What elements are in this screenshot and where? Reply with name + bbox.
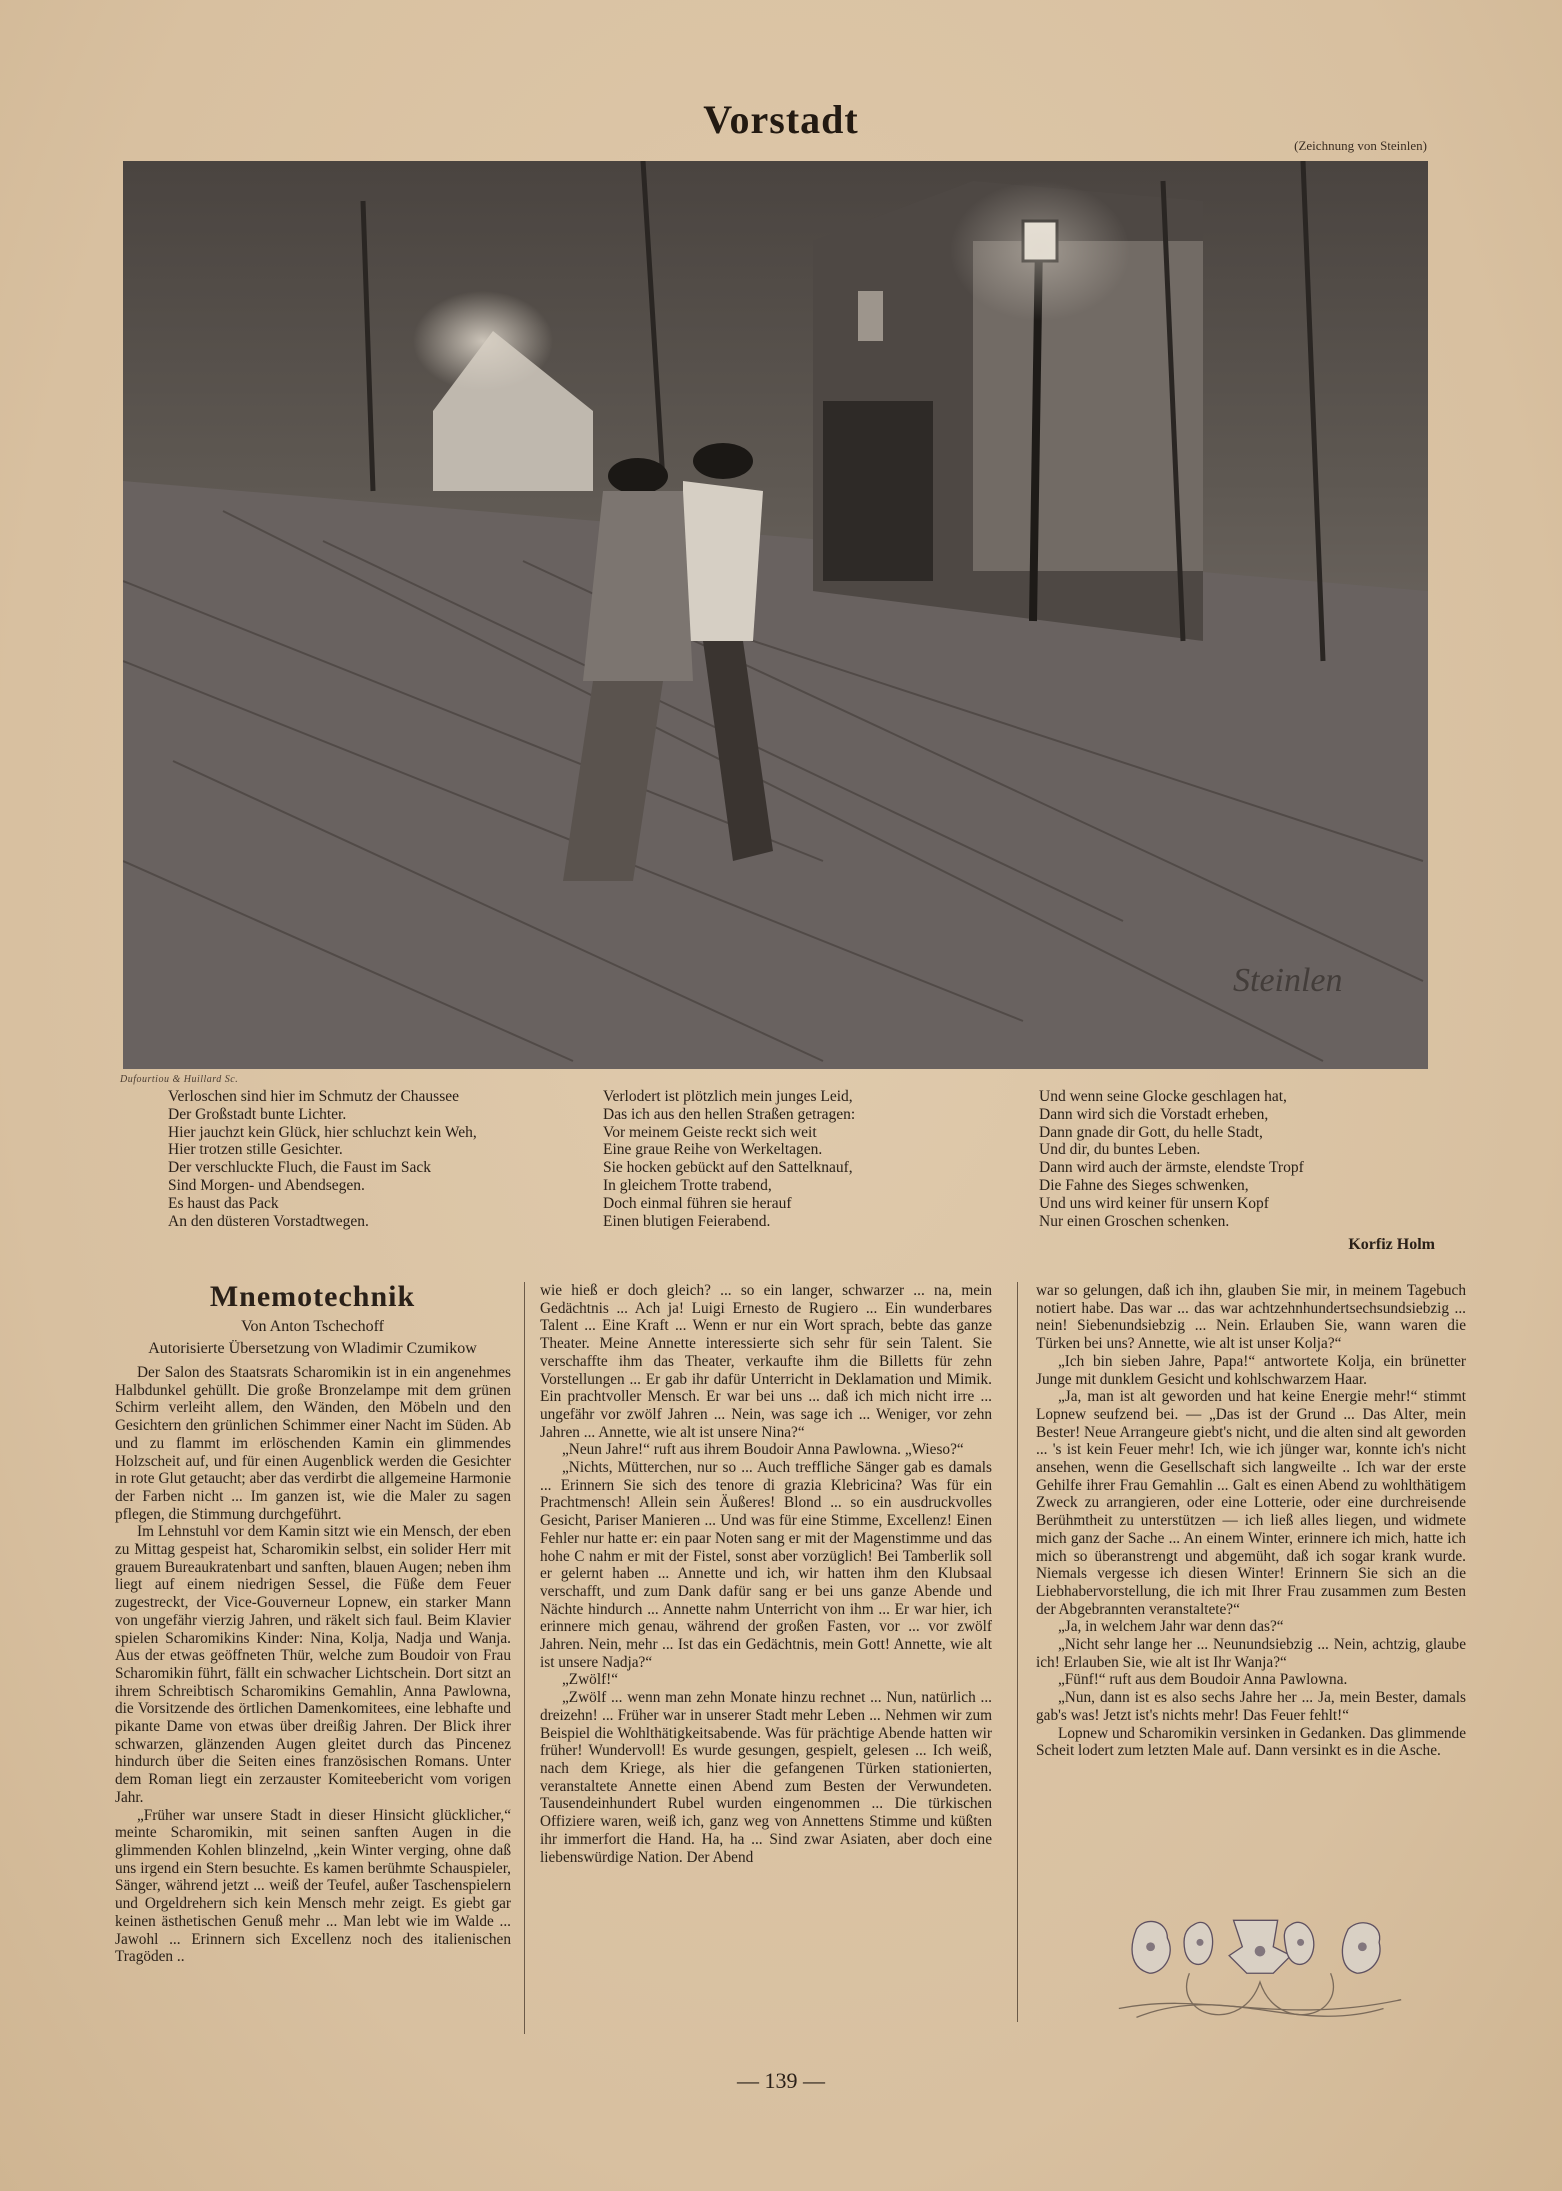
- paragraph: „Ich bin sieben Jahre, Papa!“ antwortete Kolja, ein brünetter Junge mit dunklem Gesicht und kohlschwarzem Haar.: [1036, 1352, 1466, 1388]
- column-divider: [524, 1282, 525, 2034]
- poem-stanza-2: [603, 1088, 855, 1230]
- poem-line: Hier jauchzt kein Glück, hier schluchzt kein Weh,: [168, 1123, 477, 1141]
- paragraph: „Fünf!“ ruft aus dem Boudoir Anna Pawlowna.: [1058, 1671, 1348, 1689]
- poem-line: Sind Morgen- und Abendsegen.: [168, 1176, 365, 1194]
- story-column-3: [1036, 1282, 1466, 1760]
- paragraph: „Ja, in welchem Jahr war denn das?“: [1058, 1618, 1284, 1636]
- poem-line: Dann wird sich die Vorstadt erheben,: [1039, 1105, 1269, 1123]
- page-number: — 139 —: [737, 2068, 825, 2093]
- poem-line: Eine graue Reihe von Werkeltagen.: [603, 1141, 823, 1159]
- poem-stanza-1: [168, 1088, 477, 1230]
- paragraph: war so gelungen, daß ich ihn, glauben Sie mir, in meinem Tagebuch notiert habe. Das war ... das war achtzehnhundertsechsundsiebzig ... nein! Siebenundsiebzig ... Nein. Erlauben Sie, wann waren die Türken bei uns? Annette, wie alt ist unser Kolja?“: [1036, 1282, 1466, 1353]
- paragraph: wie hieß er doch gleich? ... so ein langer, schwarzer ... na, mein Gedächtnis ... Ach ja! Luigi Ernesto de Rugiero ... Ein wunderbares Talent ... Eine Kraft ... Wenn er nur ein Wort sprach, bebte das ganze Theater. Meine Annette interessierte sich sehr für sein Talent. Sie verschaffte ihm das Theater, verkaufte ihm die Billetts für zehn Vorstellungen ... Er gab ihr dafür Unterricht in Deklamation und Mimik. Ein prachtvoller Mensch. Er war bei uns ... daß ich mich nicht irre ... ungefähr vor zwölf Jahren ... Nein, was sage ich ... Weniger, vor zehn Jahren ... Annette, wie alt ist unsere Nina?“: [540, 1282, 992, 1441]
- poem-line: Und uns wird keiner für unsern Kopf: [1039, 1194, 1269, 1212]
- story-translator: Autorisierte Übersetzung von Wladimir Czumikow: [148, 1340, 477, 1357]
- story-author: Von Anton Tschechoff: [241, 1318, 384, 1335]
- poem-line: An den düsteren Vorstadtwegen.: [168, 1212, 369, 1230]
- poem-line: Verlodert ist plötzlich mein junges Leid,: [603, 1088, 853, 1105]
- poem-line: Verloschen sind hier im Schmutz der Chaussee: [168, 1088, 459, 1105]
- poem-line: Vor meinem Geiste reckt sich weit: [603, 1123, 817, 1141]
- poem-line: Der verschluckte Fluch, die Faust im Sack: [168, 1159, 432, 1177]
- paragraph: „Ja, man ist alt geworden und hat keine Energie mehr!“ stimmt Lopnew seufzend bei. — „Das ist der Grund ... Das Alter, mein Bester! Neue Arrangeure giebt's nicht, und die alten sind alt geworden ... 's ist kein Feuer mehr! Ich, wie ich jünger war, konnte ich's nicht ansehen, wenn die Gesellschaft sich langweilte .. Ich war der erste Gehilfe ihrer Frau Gemahlin ... Galt es einen Abend zu wohlthätigem Zweck zu arrangieren, oder eine Lotterie, oder eine durchreisende Berühmtheit zu unterstützen — ich ließ alles liegen, und widmete mich ganz der Sache ... An einem Winter, erinnere ich mich, hatte ich mich so überanstrengt und abgemüht, daß ich sogar krank wurde. Niemals vergesse ich diesen Winter! Erinnern Sie sich an die Liebhabervorstellung, die ich mit Ihrer Frau zusammen zum Besten der Abgebrannten veranstaltete?“: [1036, 1388, 1466, 1618]
- paragraph: „Früher war unsere Stadt in dieser Hinsicht glücklicher,“ meinte Scharomikin, mit seinen sanften Augen in die glimmenden Kohlen blinzelnd, „kein Winter verging, ohne daß uns irgend ein Stern besuchte. Es kamen berühmte Schauspieler, Sänger, während jetzt ... weiß der Teufel, außer Taschenspielern und Orgeldrehern sich kein Mensch mehr zeigt. Es giebt gar keinen ästhetischen Genuß mehr ... Man lebt wie im Walde ... Jawohl ... Erinnern sich Excellenz noch des italienischen Tragöden ..: [115, 1806, 511, 1966]
- door: [823, 401, 933, 581]
- house-window: [858, 291, 883, 341]
- poem-line: Einen blutigen Feierabend.: [603, 1212, 771, 1230]
- illustration-vorstadt: [123, 161, 1428, 1069]
- engraver-credit: Dufourtiou & Huillard Sc.: [120, 1074, 239, 1085]
- poem-line: Es haust das Pack: [168, 1194, 279, 1212]
- paragraph: Der Salon des Staatsrats Scharomikin ist in ein angenehmes Halbdunkel gehüllt. Die große Bronzelampe mit dem grünen Schirm verleiht allem, den Wänden, den Möbeln und den Gesichtern den grünlichen Schimmer einer Nacht im Süden. Ab und zu flammt im erlöschenden Kamin ein glimmendes Holzscheit auf, und für einen Augenblick werden die Gesichter in rote Glut getaucht; aber das verdirbt die allgemeine Harmonie der Farben nicht ... Im ganzen ist, wie die Maler zu sagen pflegen, die Stimmung durchgeführt.: [115, 1364, 511, 1523]
- poem-line: Sie hocken gebückt auf den Sattelknauf,: [603, 1159, 853, 1177]
- illustration-title: Vorstadt: [703, 97, 859, 142]
- poem-line: Der Großstadt bunte Lichter.: [168, 1105, 347, 1123]
- violet-ornament: [1100, 1885, 1420, 2035]
- column-divider: [1017, 1282, 1018, 2022]
- artist-signature: Steinlen: [1233, 962, 1343, 999]
- poem-line: Und wenn seine Glocke geschlagen hat,: [1039, 1088, 1287, 1105]
- paragraph: „Zwölf ... wenn man zehn Monate hinzu rechnet ... Nun, natürlich ... dreizehn! ... Früher war in unserer Stadt mehr Leben ... Nehmen wir zum Beispiel die Wohlthätigkeitsabende. Was für prächtige Abende hatten wir früher! Wundervoll! Es wurde gesungen, gespielt, gelesen ... Ich weiß, nach dem Kriege, als hier die gefangenen Türken stationierten, veranstaltete Annette einen Abend zum Besten der Verwundeten. Tausendeinhundert Rubel wurden eingenommen ... Die türkischen Offiziere waren, weiß ich, ganz weg von Annettens Stimme und küßten ihr immerfort die Hand. Ha, ha ... Sind zwar Asiaten, aber doch eine liebenswürdige Nation. Der Abend: [540, 1689, 992, 1866]
- paragraph: „Zwölf!“: [562, 1671, 619, 1689]
- paragraph: Im Lehnstuhl vor dem Kamin sitzt wie ein Mensch, der eben zu Mittag gespeist hat, Scharomikin selbst, ein solider Herr mit grauem Bureaukratenbart und sanften, blauen Augen; neben ihm liegt auf einem niedrigen Sessel, die Füße dem Feuer zugestreckt, der Vice-Gouverneur Lopnew, ein starker Mann von ungefähr vierzig Jahren, und räkelt sich faul. Beim Klavier spielen Scharomikins Kinder: Nina, Kolja, Nadja und Wanja. Aus der etwas geöffneten Thür, welche zum Boudoir von Frau Scharomikin führt, fällt ein schwacher Lichtschein. Dort sitzt an ihrem Schreibtisch Scharomikins Gemahlin, Anna Pawlowna, die Vorsitzende des örtlichen Damenkomitees, eine lebhafte und pikante Dame von etwas über dreißig Jahren. Der Blick ihrer schwarzen, glänzenden Augen gleitet durch das Pincenez hindurch über die Seiten eines französischen Romans. Unter dem Roman liegt ein zerzauster Komiteebericht vom vorigen Jahr.: [115, 1523, 511, 1806]
- lamp-glow-right: [950, 181, 1130, 321]
- paragraph: „Neun Jahre!“ ruft aus ihrem Boudoir Anna Pawlowna. „Wieso?“: [562, 1441, 964, 1459]
- poem-line: Und dir, du buntes Leben.: [1039, 1141, 1201, 1159]
- poem-line: Das ich aus den hellen Straßen getragen:: [603, 1105, 856, 1123]
- poem-line: In gleichem Trotte trabend,: [603, 1176, 772, 1194]
- story-column-1: [115, 1364, 511, 1966]
- lamp-glow-left: [413, 291, 553, 391]
- poem-line: Dann wird auch der ärmste, elendste Tropf: [1039, 1159, 1304, 1177]
- poem-line: Hier trotzen stille Gesichter.: [168, 1141, 343, 1159]
- poem-line: Doch einmal führen sie herauf: [603, 1194, 792, 1212]
- paragraph: „Nun, dann ist es also sechs Jahre her ... Ja, mein Bester, damals gab's was! Jetzt ist's nichts mehr! Das Feuer fehlt!“: [1036, 1689, 1466, 1724]
- illustration-caption: (Zeichnung von Steinlen): [1294, 138, 1427, 153]
- poem-author: Korfiz Holm: [1348, 1236, 1435, 1253]
- paragraph: „Nichts, Mütterchen, nur so ... Auch treffliche Sänger gab es damals ... Erinnern Sie sich des tenore di grazia Klebricina? Was für ein Prachtmensch! Allein sein Äußeres! Blond ... so ein ausdruckvolles Gesicht, Pariser Manieren ... Und was für eine Stimme, Excellenz! Einen Fehler nur hatte er: ein paar Noten sang er mit der Magenstimme und das hohe C nahm er mit der Fistel, sonst aber vorzüglich! Bei Tamberlik soll er gelernt haben ... Annette und ich, wir hatten ihm den Klubsaal verschafft, und zum Dank dafür sang er bei uns ganze Abende und Nächte hindurch ... Annette nahm Unterricht von ihm ... Er war hier, ich erinnere mich genau, während der großen Fasten, vor ... vor zwölf Jahren. Nein, mehr ... Ist das ein Gedächtnis, mein Gott! Annette, wie alt ist unsere Nadja?“: [540, 1459, 992, 1671]
- paragraph: „Nicht sehr lange her ... Neunundsiebzig ... Nein, achtzig, glaube ich! Erlauben Sie, wie alt ist Ihr Wanja?“: [1036, 1636, 1466, 1671]
- poem-line: Nur einen Groschen schenken.: [1039, 1212, 1230, 1230]
- poem-line: Die Fahne des Sieges schwenken,: [1039, 1176, 1249, 1194]
- story-title: Mnemotechnik: [209, 1280, 416, 1313]
- poem-stanza-3: [1039, 1088, 1304, 1230]
- paragraph: Lopnew und Scharomikin versinken in Gedanken. Das glimmende Scheit lodert zum letzten Male auf. Dann versinkt es in die Asche.: [1036, 1724, 1466, 1760]
- poem-line: Dann gnade dir Gott, du helle Stadt,: [1039, 1123, 1263, 1141]
- story-column-2: [540, 1282, 992, 1866]
